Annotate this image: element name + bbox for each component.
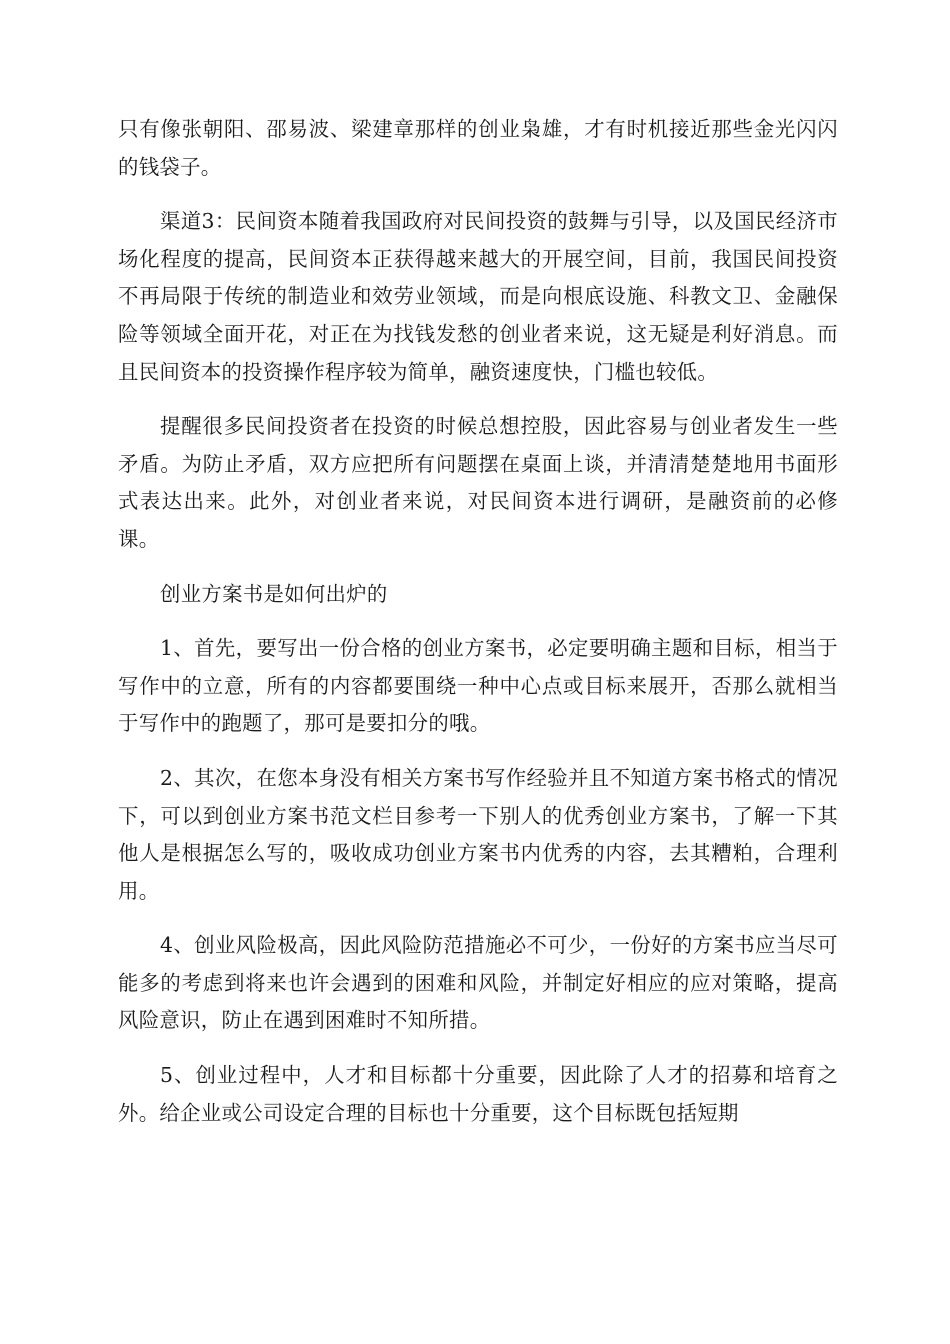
paragraph-channel-3: 渠道3：民间资本随着我国政府对民间投资的鼓舞与引导，以及国民经济市场化程度的提高，民间资本正获得越来越大的开展空间，目前，我国民间投资不再局限于传统的制造业和效劳业领域，而是向根底设施、科教文卫、金融保险等领域全面开花，对正在为找钱发愁的创业者来说，这无疑是利好消息。而且民间资本的投资操作程序较为简单，融资速度快，门槛也较低。 [118,209,838,384]
paragraph-point-4: 4、创业风险极高，因此风险防范措施必不可少，一份好的方案书应当尽可能多的考虑到将来也许会遇到的困难和风险，并制定好相应的应对策略，提高风险意识，防止在遇到困难时不知所措。 [118,933,838,1033]
paragraph-point-2: 2、其次，在您本身没有相关方案书写作经验并且不知道方案书格式的情况下，可以到创业方案书范文栏目参考一下别人的优秀创业方案书，了解一下其他人是根据怎么写的，吸收成功创业方案书内优秀的内容，去其糟粕，合理利用。 [118,765,838,903]
section-heading: 创业方案书是如何出炉的 [160,581,388,606]
paragraph-continuation: 只有像张朝阳、邵易波、梁建章那样的创业枭雄，才有时机接近那些金光闪闪的钱袋子。 [118,117,838,179]
paragraph-point-5: 5、创业过程中，人才和目标都十分重要，因此除了人才的招募和培育之外。给企业或公司设定合理的目标也十分重要，这个目标既包括短期 [118,1063,838,1125]
paragraph-reminder: 提醒很多民间投资者在投资的时候总想控股，因此容易与创业者发生一些矛盾。为防止矛盾，双方应把所有问题摆在桌面上谈，并清清楚楚地用书面形式表达出来。此外，对创业者来说，对民间资本进行调研，是融资前的必修课。 [118,414,838,551]
document-body [118,111,838,1149]
paragraph-point-1: 1、首先，要写出一份合格的创业方案书，必定要明确主题和目标，相当于写作中的立意，所有的内容都要围绕一种中心点或目标来展开，否那么就相当于写作中的跑题了，那可是要扣分的哦。 [118,636,838,736]
